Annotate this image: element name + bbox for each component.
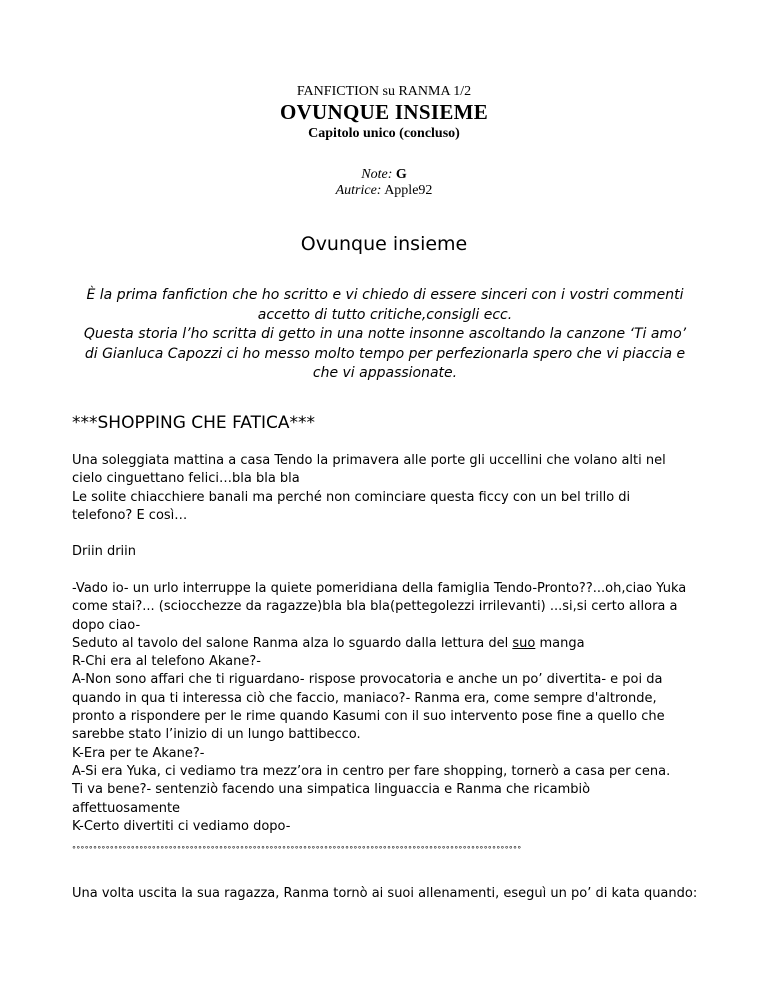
body-line: Driin driin xyxy=(72,544,137,559)
paragraph-phone-ring xyxy=(72,543,702,561)
body-line: Ti va bene?- sentenziò facendo una simpatica linguaccia e Ranma che ricambiò xyxy=(72,782,591,798)
author-line xyxy=(0,183,768,199)
body-line: dopo ciao- xyxy=(72,617,141,633)
body-text: Seduto al tavolo del salone Ranma alza lo sguardo dalla lettura del xyxy=(72,635,513,651)
author-label: Autrice: xyxy=(335,183,382,198)
chapter-label: Capitolo unico (concluso) xyxy=(308,126,460,141)
body-line: quando in qua ti interessa ciò che faccio, maniaco?- Ranma era, come sempre d'altronde, xyxy=(72,690,657,706)
paragraph-dialogue xyxy=(72,580,702,836)
body-line: affettuosamente xyxy=(72,800,181,816)
rating-line xyxy=(0,167,768,183)
body-line: R-Chi era al telefono Akane?- xyxy=(72,654,261,670)
intro-line: accetto di tutto critiche,consigli ecc. xyxy=(257,306,513,323)
series-label: FANFICTION su RANMA 1/2 xyxy=(296,84,472,99)
rating-label: Note: xyxy=(361,167,393,182)
paragraph-continuation: Una volta uscita la sua ragazza, Ranma tornò ai suoi allenamenti, eseguì un po’ di kata quando: xyxy=(72,886,698,901)
section-heading: ***SHOPPING CHE FATICA*** xyxy=(72,413,315,433)
body-line: A-Si era Yuka, ci vediamo tra mezz’ora in centro per fare shopping, tornerò a casa per cena. xyxy=(72,763,671,779)
body-line: cielo cinguettano felici…bla bla bla xyxy=(72,471,300,487)
underlined-word: suo xyxy=(512,635,536,651)
rating-value: G xyxy=(395,167,407,182)
intro-line: È la prima fanfiction che ho scritto e vi chiedo di essere sinceri con i vostri commenti xyxy=(86,287,684,303)
document-title: OVUNQUE INSIEME xyxy=(279,100,489,124)
body-line: -Vado io- un urlo interruppe la quiete pomeridiana della famiglia Tendo-Pronto??...oh,ciao Yuka xyxy=(72,581,687,596)
body-line: sarebbe stato l’inizio di un lungo battibecco. xyxy=(72,727,361,743)
body-line: come stai?... (sciocchezze da ragazze)bla bla bla(pettegolezzi irrilevanti) ...si,si certo allora a xyxy=(72,599,678,615)
author-intro xyxy=(80,286,690,384)
author-value: Apple92 xyxy=(384,183,433,198)
body-line: K-Era per te Akane?- xyxy=(72,745,205,761)
body-line: telefono? E così… xyxy=(72,507,188,523)
body-line: Le solite chiacchiere banali ma perché non cominciare questa ficcy con un bel trillo di xyxy=(72,489,631,505)
scene-separator: °°°°°°°°°°°°°°°°°°°°°°°°°°°°°°°°°°°°°°°°°°°°°°°°°°°°°°°°°°°°°°°°°°°°°°°°°°°°°°°°°°°°°°°°°°°°°°°°°°°°°°°°°°° xyxy=(72,845,522,854)
body-line: A-Non sono affari che ti riguardano- rispose provocatoria e anche un po’ divertita- e poi da xyxy=(72,672,663,688)
body-line xyxy=(72,635,702,653)
body-text: manga xyxy=(535,635,585,651)
intro-line: di Gianluca Capozzi ci ho messo molto tempo per perfezionarla spero che vi piaccia e xyxy=(84,345,686,362)
body-line: K-Certo divertiti ci vediamo dopo- xyxy=(72,818,291,834)
intro-line: che vi appassionate. xyxy=(312,365,458,381)
intro-line: Questa storia l’ho scritta di getto in una notte insonne ascoltando la canzone ‘Ti amo’ xyxy=(83,326,687,342)
story-subtitle: Ovunque insieme xyxy=(300,233,468,255)
body-line: Una soleggiata mattina a casa Tendo la primavera alle porte gli uccellini che volano alti nel xyxy=(72,453,666,468)
body-line: pronto a rispondere per le rime quando Kasumi con il suo intervento pose fine a quello che xyxy=(72,709,665,725)
paragraph-opening xyxy=(72,452,702,525)
